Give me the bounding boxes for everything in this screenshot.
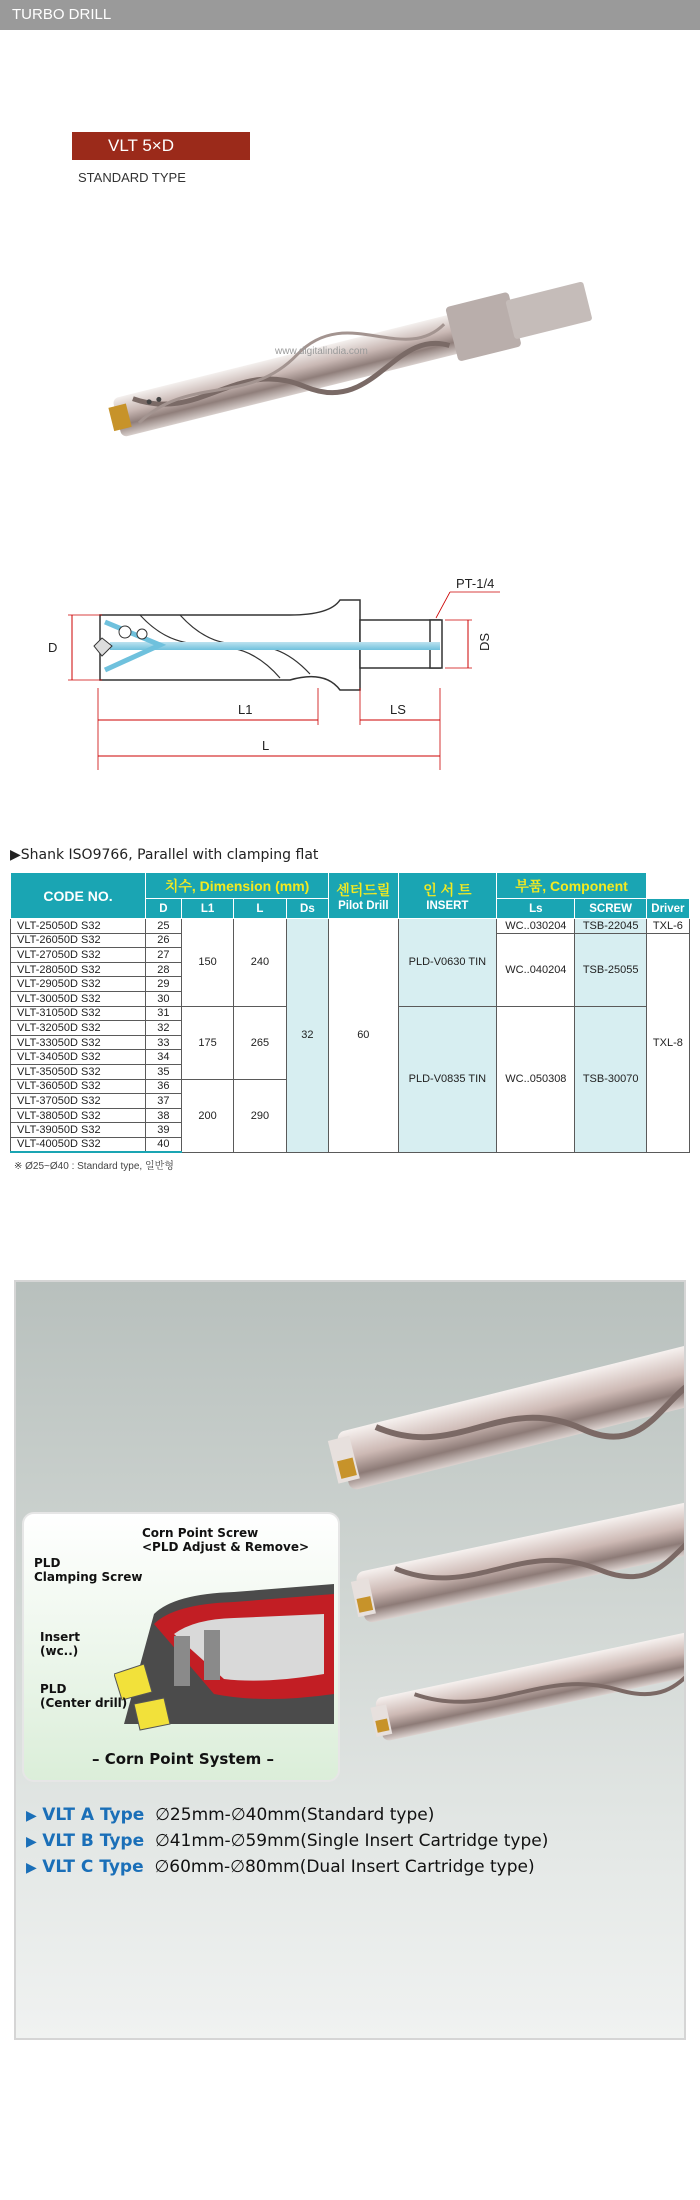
header-component: 부품, Component: [497, 873, 647, 899]
drill-photo: [100, 270, 600, 450]
label-ls: LS: [390, 702, 406, 717]
corn-point-illustration: [114, 1574, 334, 1734]
model-badge: VLT 5×D: [72, 132, 250, 160]
arrow-icon: ▶: [26, 1808, 37, 1824]
table-row: VLT-29050D S32 29: [11, 977, 690, 992]
label-pt: PT-1/4: [456, 576, 495, 591]
table-row: VLT-30050D S32 30: [11, 991, 690, 1006]
table-row: VLT-38050D S32 38: [11, 1108, 690, 1123]
header-ls: Ls: [497, 899, 575, 919]
header-pilot: 센터드릴 Pilot Drill: [329, 873, 398, 919]
page-header: TURBO DRILL: [0, 0, 700, 30]
table-row: VLT-31050D S32 31 175 265 PLD-V0835 TIN WC..050308 TSB-30070: [11, 1006, 690, 1021]
label-insert: Insert (wc..): [40, 1630, 80, 1658]
footnote: ※ Ø25~Ø40 : Standard type, 일반형: [14, 1161, 174, 1172]
table-row: VLT-25050D S32 25 150 240 32 60 PLD-V0630 TIN WC..030204 TSB-22045 TXL-6: [11, 919, 690, 934]
type-list: [26, 1802, 548, 1880]
header-screw: SCREW: [575, 899, 646, 919]
label-l1: L1: [238, 702, 253, 717]
arrow-icon: ▶: [26, 1834, 37, 1850]
photo-watermark: www.digitalindia.com: [275, 346, 368, 357]
table-row: VLT-34050D S32 34: [11, 1050, 690, 1065]
table-row: VLT-33050D S32 33: [11, 1035, 690, 1050]
label-pld-clamping-screw: PLD Clamping Screw: [34, 1556, 143, 1584]
model-subtype: STANDARD TYPE: [78, 170, 186, 185]
table-row: VLT-37050D S32 37: [11, 1094, 690, 1109]
table-row: VLT-36050D S32 36 200 290: [11, 1079, 690, 1094]
table-row: VLT-32050D S32 32: [11, 1021, 690, 1036]
label-ds: DS: [477, 632, 492, 651]
type-b: ▶ VLT B Type ∅41mm-∅59mm(Single Insert Cartridge type): [26, 1831, 549, 1851]
label-pld-center-drill: PLD (Center drill): [40, 1682, 128, 1710]
corn-point-box: [22, 1512, 340, 1782]
table-row: VLT-39050D S32 39: [11, 1123, 690, 1138]
table-row: VLT-40050D S32 40: [11, 1137, 690, 1152]
table-row: VLT-26050D S32 26 WC..040204 TSB-25055 TXL-8: [11, 933, 690, 948]
type-c: ▶ VLT C Type ∅60mm-∅80mm(Dual Insert Cartridge type): [26, 1857, 535, 1877]
spec-table: [10, 872, 690, 1153]
table-row: VLT-28050D S32 28: [11, 962, 690, 977]
header-code: CODE NO.: [11, 873, 146, 919]
header-l: L: [234, 899, 286, 919]
shank-heading: ▶Shank ISO9766, Parallel with clamping flat: [10, 847, 319, 863]
label-corn-point-screw: Corn Point Screw <PLD Adjust & Remove>: [142, 1526, 310, 1554]
header-insert: 인 서 트 INSERT: [398, 873, 497, 919]
header-driver: Driver: [646, 899, 689, 919]
label-d: D: [48, 640, 58, 655]
drill-photo-group: [316, 1332, 686, 1762]
header-d: D: [146, 899, 182, 919]
label-l: L: [262, 738, 270, 753]
drill-dimension-diagram: [30, 570, 670, 770]
header-dimension: 치수, Dimension (mm): [146, 873, 329, 899]
table-row: VLT-27050D S32 27: [11, 948, 690, 963]
type-a: ▶ VLT A Type ∅25mm-∅40mm(Standard type): [26, 1805, 435, 1825]
arrow-icon: ▶: [26, 1860, 37, 1876]
header-ds: Ds: [286, 899, 329, 919]
header-l1: L1: [181, 899, 233, 919]
table-row: VLT-35050D S32 35: [11, 1064, 690, 1079]
product-panel: [14, 1280, 686, 2040]
corn-point-title: – Corn Point System –: [91, 1750, 275, 1768]
